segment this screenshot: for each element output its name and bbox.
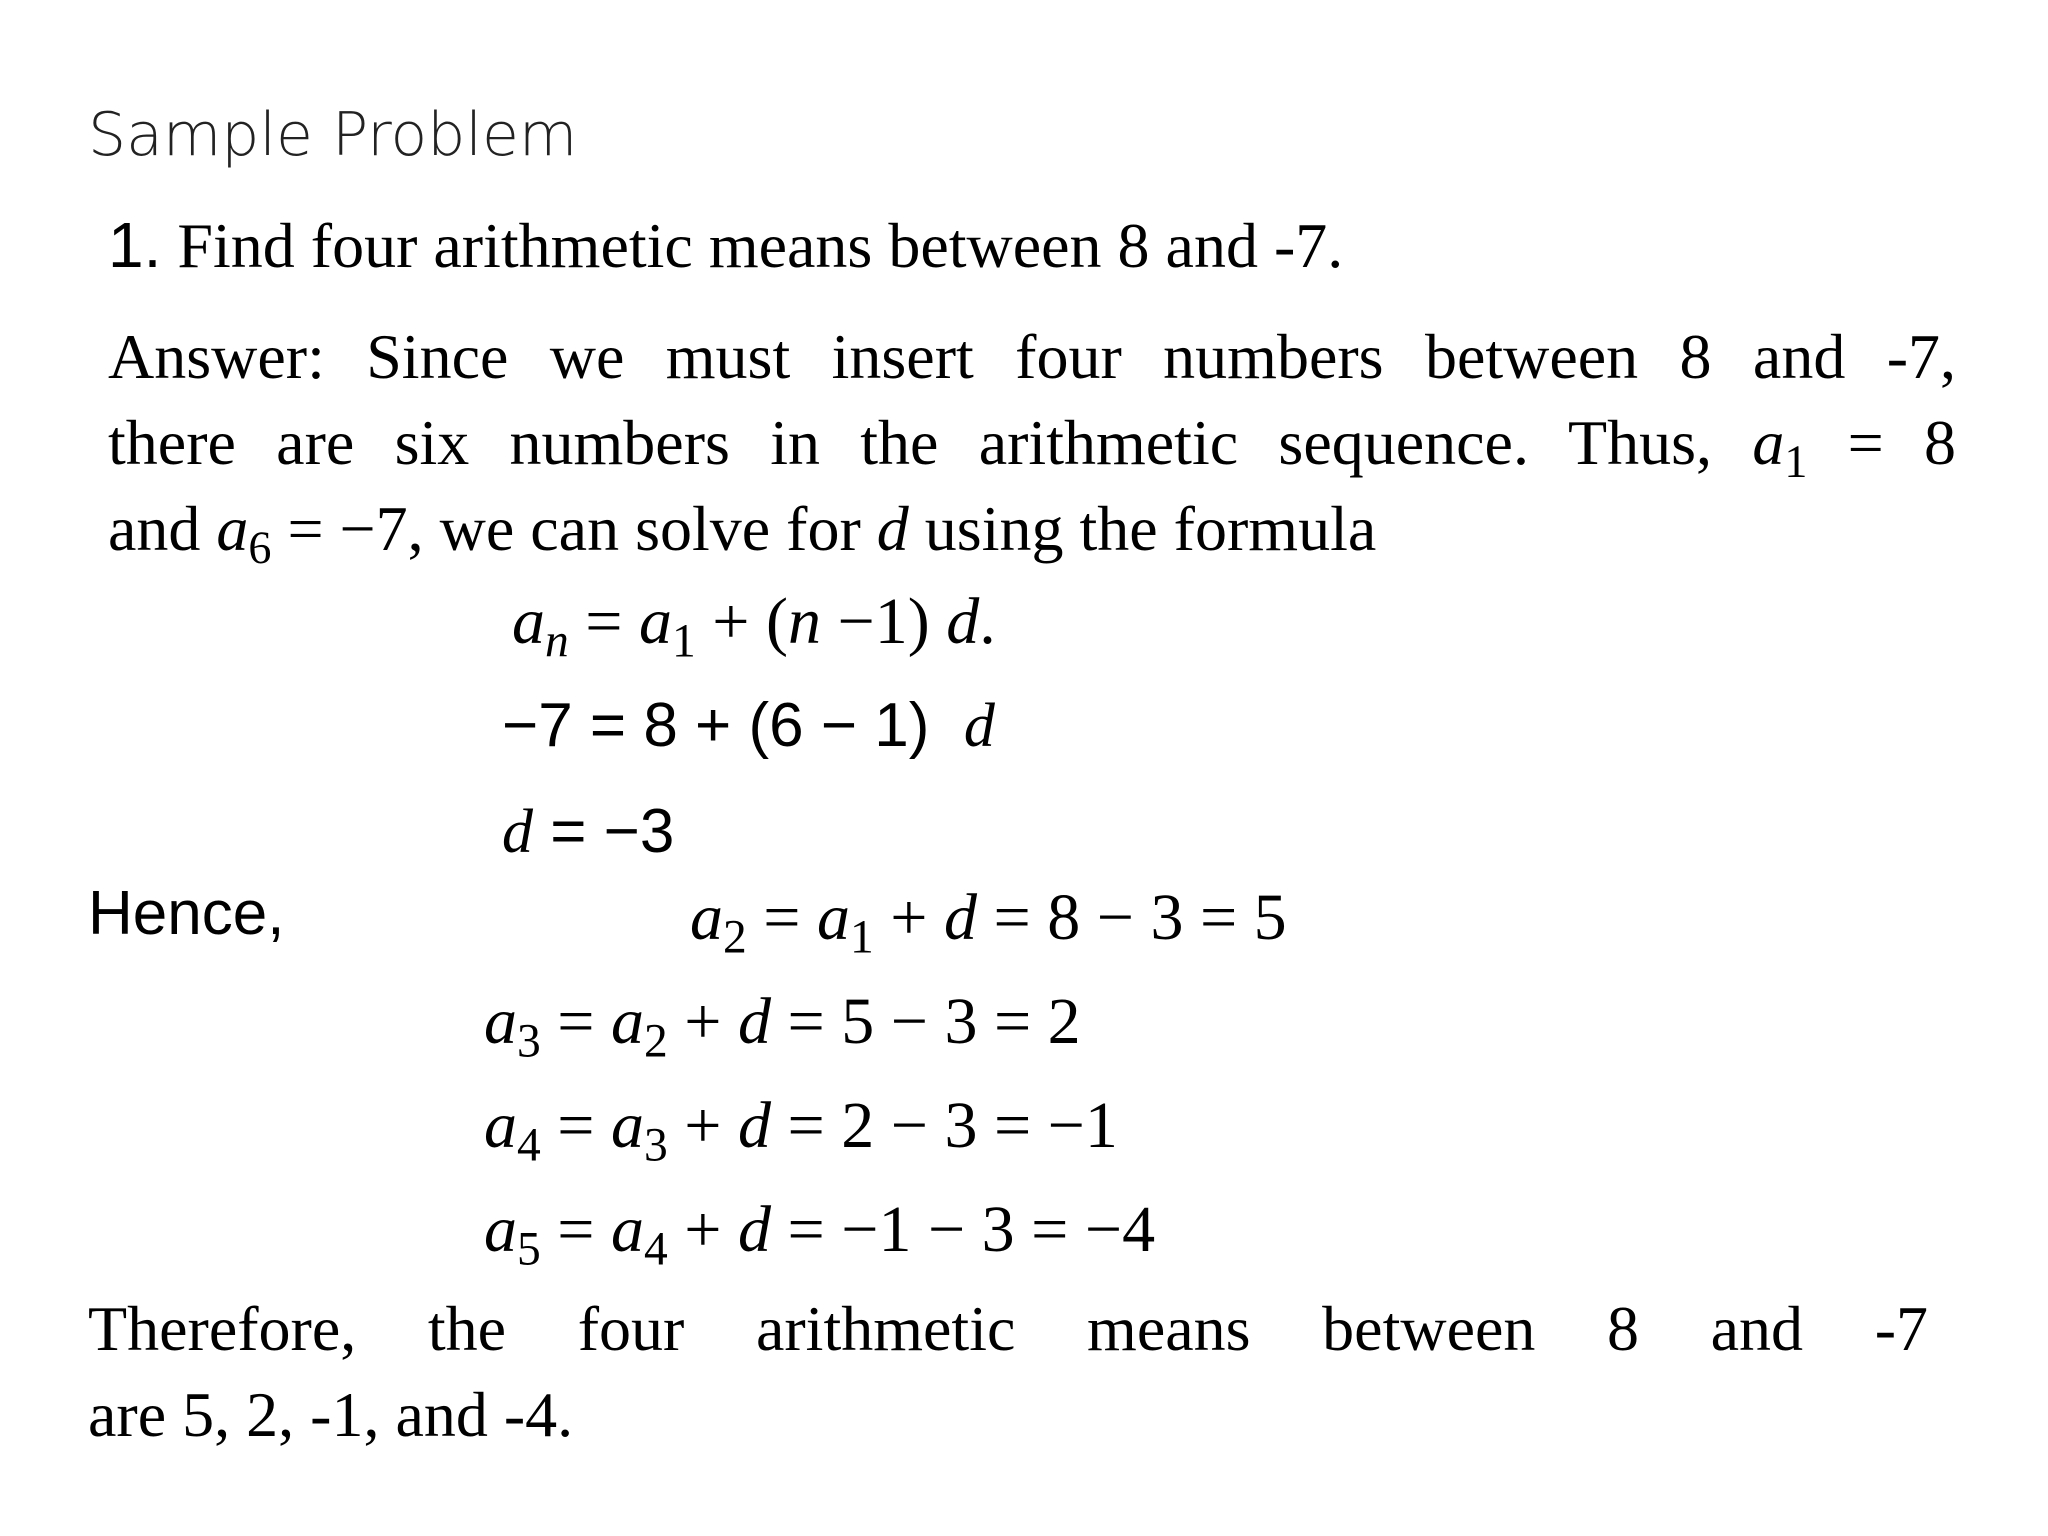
problem-number: 1.	[108, 209, 162, 281]
calc-a5: $a_5 = a_4 + d = -1 - 3 = -4$	[484, 1193, 1156, 1276]
d-variable: d	[876, 493, 909, 564]
a1-term: $a_1 = 8$	[1752, 407, 1957, 487]
calc-a3: $a_3 = a_2 + d = 5 - 3 = 2$	[484, 985, 1081, 1068]
answer-line-3: and $a_6 = -7$, we can solve for d using the formula	[108, 493, 1377, 573]
general-formula: $a_n = a_1 + (n -1)$ d.	[512, 585, 996, 668]
answer-paragraph	[108, 314, 1956, 572]
result-d-step: d = −3	[502, 797, 675, 866]
answer-line-1: Answer: Since we must insert four numbers between 8 and -7,	[108, 321, 1956, 392]
answer-line-2	[108, 400, 1956, 486]
slide-title: Sample Problem	[88, 100, 578, 170]
hence-label: Hence,	[88, 879, 285, 948]
conclusion-line-1: Therefore, the four arithmetic means between 8 and -7	[88, 1293, 1928, 1364]
answer-line-2-text: there are six numbers in the arithmetic sequence. Thus,	[108, 407, 1713, 478]
conclusion-paragraph	[88, 1286, 1928, 1458]
problem-statement	[108, 208, 1343, 283]
calc-a2: $a_2 = a_1 + d = 8 - 3 = 5$	[690, 881, 1287, 964]
conclusion-line-2: are 5, 2, -1, and -4.	[88, 1379, 574, 1450]
problem-text: Find four arithmetic means between 8 and -7.	[177, 210, 1344, 281]
substitution-step: −7 = 8 + (6 − 1) d	[502, 691, 995, 760]
calc-a4: $a_4 = a_3 + d = 2 - 3 = -1$	[484, 1089, 1118, 1172]
